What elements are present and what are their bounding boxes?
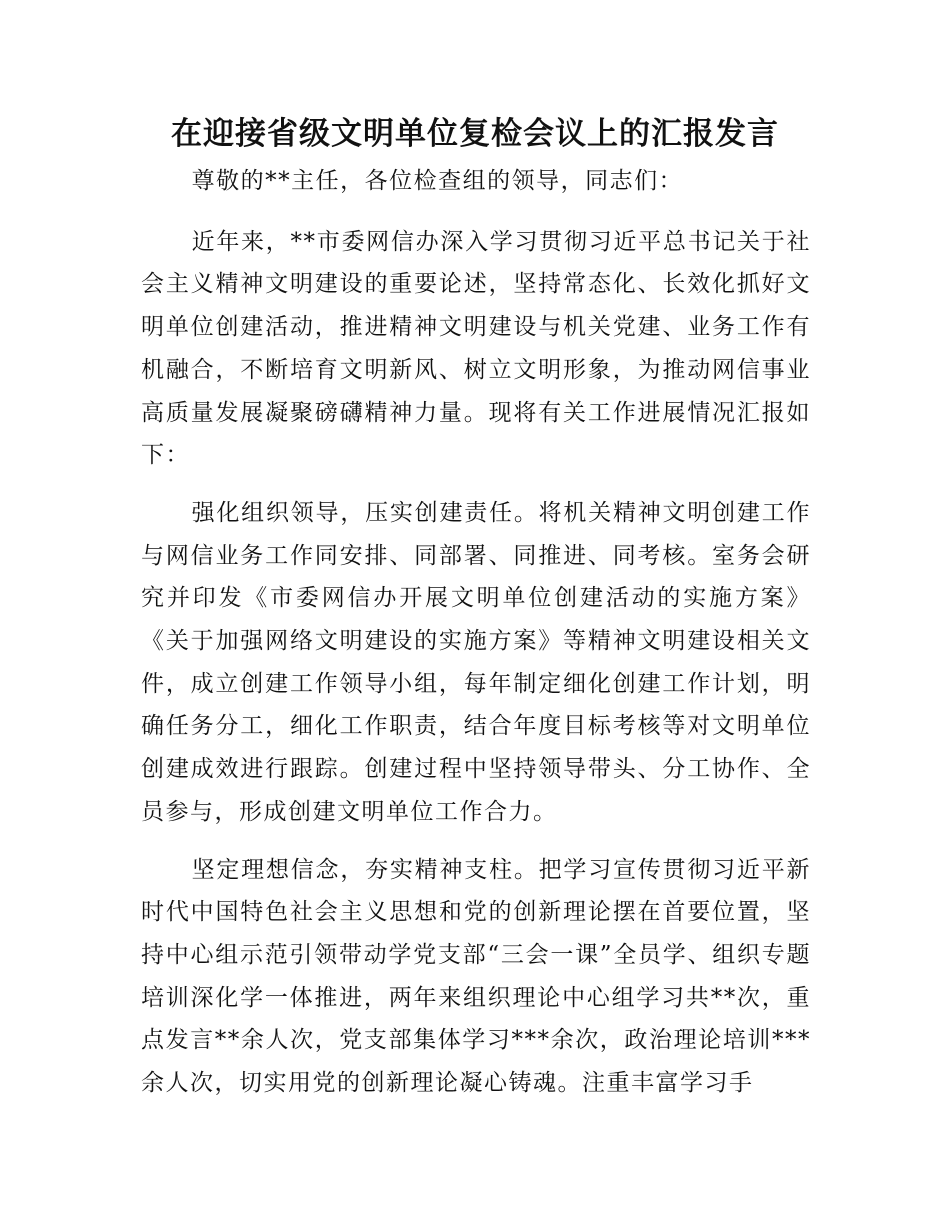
document-title: 在迎接省级文明单位复检会议上的汇报发言 bbox=[171, 116, 779, 152]
ideals-beliefs-paragraph: 坚定理想信念，夯实精神支柱。把学习宣传贯彻习近平新时代中国特色社会主义思想和党的创新理论摆在首要位置，坚持中心组示范引领带动学党支部“三会一课”全员学、组织专题培训深化学一体推进，两年来组织理论中心组学习共**次，重点发言**余人次，党支部集体学习***余次，政治理论培训***余人次，切实用党的创新理论凝心铸魂。注重丰富学习手 bbox=[141, 856, 811, 1097]
document-body bbox=[141, 160, 811, 1120]
intro-paragraph: 近年来，**市委网信办深入学习贯彻习近平总书记关于社会主义精神文明建设的重要论述，坚持常态化、长效化抓好文明单位创建活动，推进精神文明建设与机关党建、业务工作有机融合，不断培育文明新风、树立文明形象，为推动网信事业高质量发展凝聚磅礴精神力量。现将有关工作进展情况汇报如下： bbox=[141, 228, 811, 469]
salutation-paragraph: 尊敬的**主任，各位检查组的领导，同志们： bbox=[191, 168, 684, 194]
organization-leadership-paragraph: 强化组织领导，压实创建责任。将机关精神文明创建工作与网信业务工作同安排、同部署、同推进、同考核。室务会研究并印发《市委网信办开展文明单位创建活动的实施方案》《关于加强网络文明建设的实施方案》等精神文明建设相关文件，成立创建工作领导小组，每年制定细化创建工作计划，明确任务分工，细化工作职责，结合年度目标考核等对文明单位创建成效进行跟踪。创建过程中坚持领导带头、分工协作、全员参与，形成创建文明单位工作合力。 bbox=[141, 499, 811, 825]
